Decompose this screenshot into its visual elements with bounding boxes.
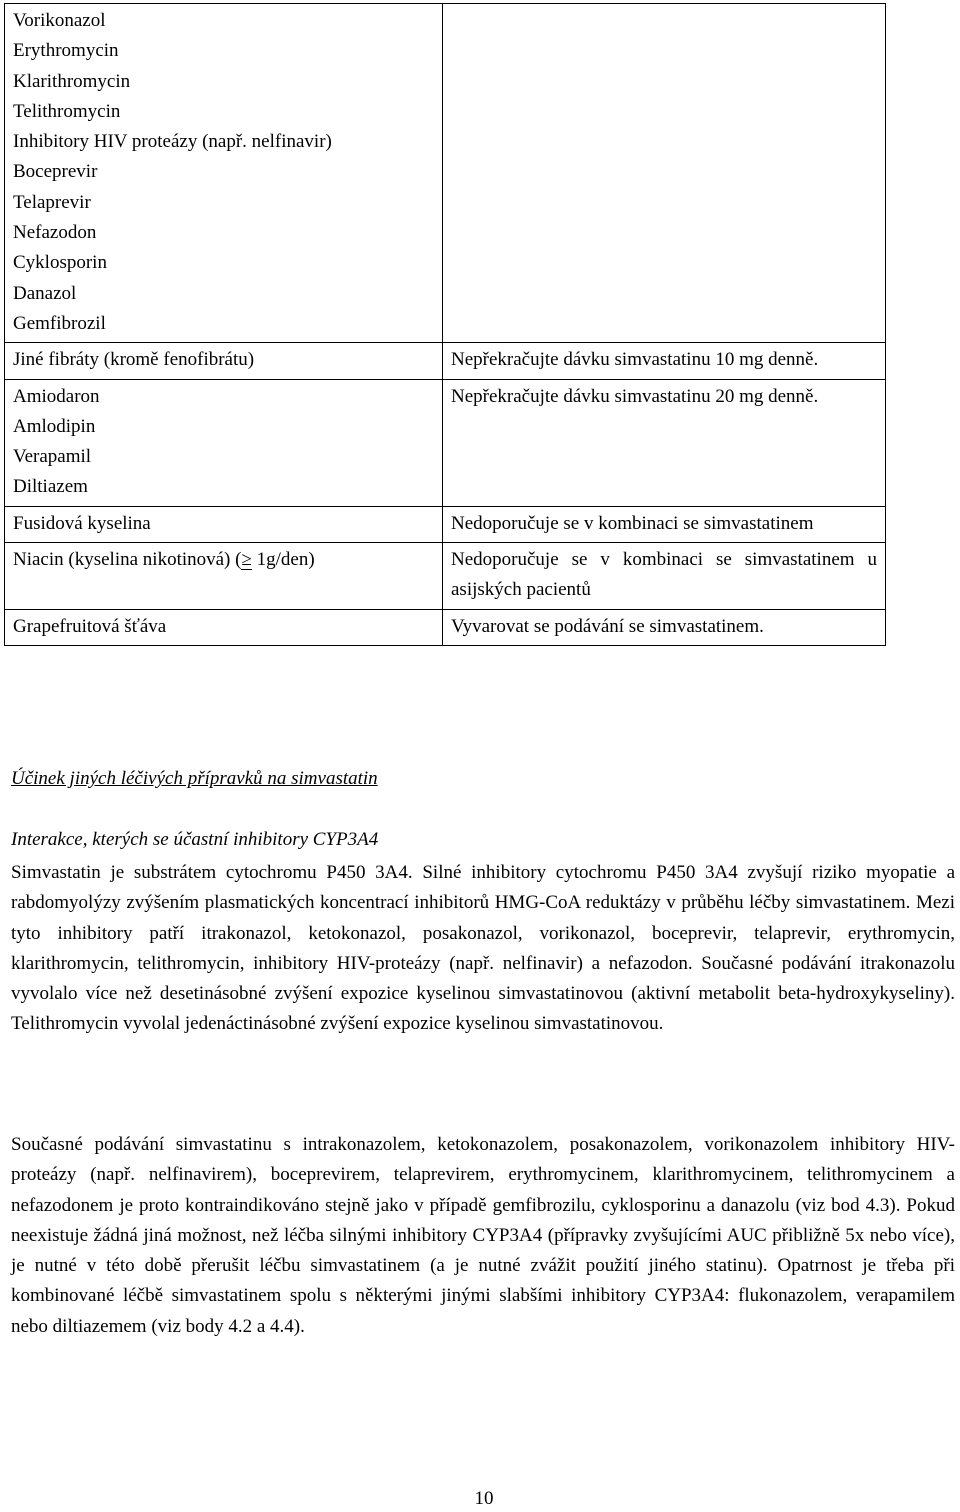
page-number: 10 — [474, 1488, 494, 1509]
drug-name: Jiné fibráty (kromě fenofibrátu) — [13, 349, 255, 371]
drug-cell — [5, 4, 443, 343]
interaction-table — [4, 3, 886, 646]
drug-name: Gemfibrozil — [13, 312, 106, 334]
section-subheading: Interakce, kterých se účastní inhibitory CYP3A4 — [11, 829, 379, 850]
recommendation-cell: Nepřekračujte dávku simvastatinu 10 mg denně. — [443, 343, 886, 379]
drug-cell — [5, 543, 443, 610]
recommendation-cell: Vyvarovat se podávání se simvastatinem. — [443, 609, 886, 645]
drug-name: Vorikonazol — [13, 10, 106, 31]
drug-name: Telithromycin — [13, 100, 121, 122]
table-row — [5, 379, 886, 506]
drug-name-prefix: Niacin (kyselina nikotinová) ( — [13, 549, 242, 571]
table-row — [5, 543, 886, 610]
drug-name: Fusidová kyselina — [13, 512, 151, 534]
drug-name: Danazol — [13, 282, 77, 304]
recommendation-cell: Nedoporučuje se v kombinaci se simvastatinem — [443, 506, 886, 542]
drug-name: Erythromycin — [13, 40, 119, 62]
recommendation-cell: Nepřekračujte dávku simvastatinu 20 mg denně. — [443, 379, 886, 506]
drug-name: Klarithromycin — [13, 70, 131, 92]
greater-equal-symbol: ≥ — [241, 549, 252, 571]
table-row — [5, 4, 886, 343]
drug-cell — [5, 379, 443, 506]
drug-name: Boceprevir — [13, 161, 98, 183]
drug-cell — [5, 343, 443, 379]
body-paragraph: Současné podávání simvastatinu s intrakonazolem, ketokonazolem, posakonazolem, vorikonazolem inhibitory HIV-proteázy (např. nelfinavirem), boceprevirem, telaprevirem, erythromycinem, klarithromycinem, telithromycinem a nefazodonem je proto kontraindikováno stejně jako v případě gemfibrozilu, cyklosporinu a danazolu (viz bod 4.3). Pokud neexistuje žádná jiná možnost, než léčba silnými inhibitory CYP3A4 (přípravky zvyšujícími AUC přibližně 5x nebo více), je nutné v této době přerušit léčbu simvastatinem (a je nutné zvážit použití jiného statinu). Opatrnost je třeba při kombinované léčbě simvastatinem spolu s některými jinými slabšími inhibitory CYP3A4: flukonazolem, verapamilem nebo diltiazemem (viz body 4.2 a 4.4). — [11, 1134, 955, 1337]
drug-name: Nefazodon — [13, 222, 97, 244]
table-row — [5, 506, 886, 542]
drug-name-suffix: 1g/den) — [251, 549, 315, 571]
drug-cell — [5, 609, 443, 645]
drug-name: Diltiazem — [13, 476, 88, 498]
drug-name: Inhibitory HIV proteázy (např. nelfinavir) — [13, 131, 332, 153]
table-row — [5, 343, 886, 379]
drug-name: Amlodipin — [13, 415, 96, 437]
drug-name: Grapefruitová šťáva — [13, 615, 167, 637]
table-row — [5, 609, 886, 645]
drug-name — [13, 545, 434, 575]
recommendation-cell — [443, 4, 886, 343]
drug-cell — [5, 506, 443, 542]
recommendation-cell: Nedoporučuje se v kombinaci se simvastatinem u asijských pacientů — [443, 543, 886, 610]
drug-name: Cyklosporin — [13, 252, 107, 274]
drug-name: Amiodaron — [13, 385, 100, 407]
body-paragraph: Simvastatin je substrátem cytochromu P450 3A4. Silné inhibitory cytochromu P450 3A4 zvyšují riziko myopatie a rabdomyolýzy zvýšením plasmatických koncentrací inhibitorů HMG-CoA reduktázy v průběhu léčby simvastatinem. Mezi tyto inhibitory patří itrakonazol, ketokonazol, posakonazol, vorikonazol, boceprevir, telaprevir, erythromycin, klarithromycin, telithromycin, inhibitory HIV-proteázy (např. nelfinavir) a nefazodon. Současné podávání itrakonazolu vyvolalo více než desetinásobné zvýšení expozice kyselinou simvastatinovou (aktivní metabolit beta-hydroxykyseliny). Telithromycin vyvolal jedenáctinásobné zvýšení expozice kyselinou simvastatinovou. — [11, 862, 955, 1035]
drug-name: Telaprevir — [13, 191, 91, 213]
section-heading: Účinek jiných léčivých přípravků na simvastatin — [11, 768, 378, 789]
drug-name: Verapamil — [13, 446, 92, 468]
